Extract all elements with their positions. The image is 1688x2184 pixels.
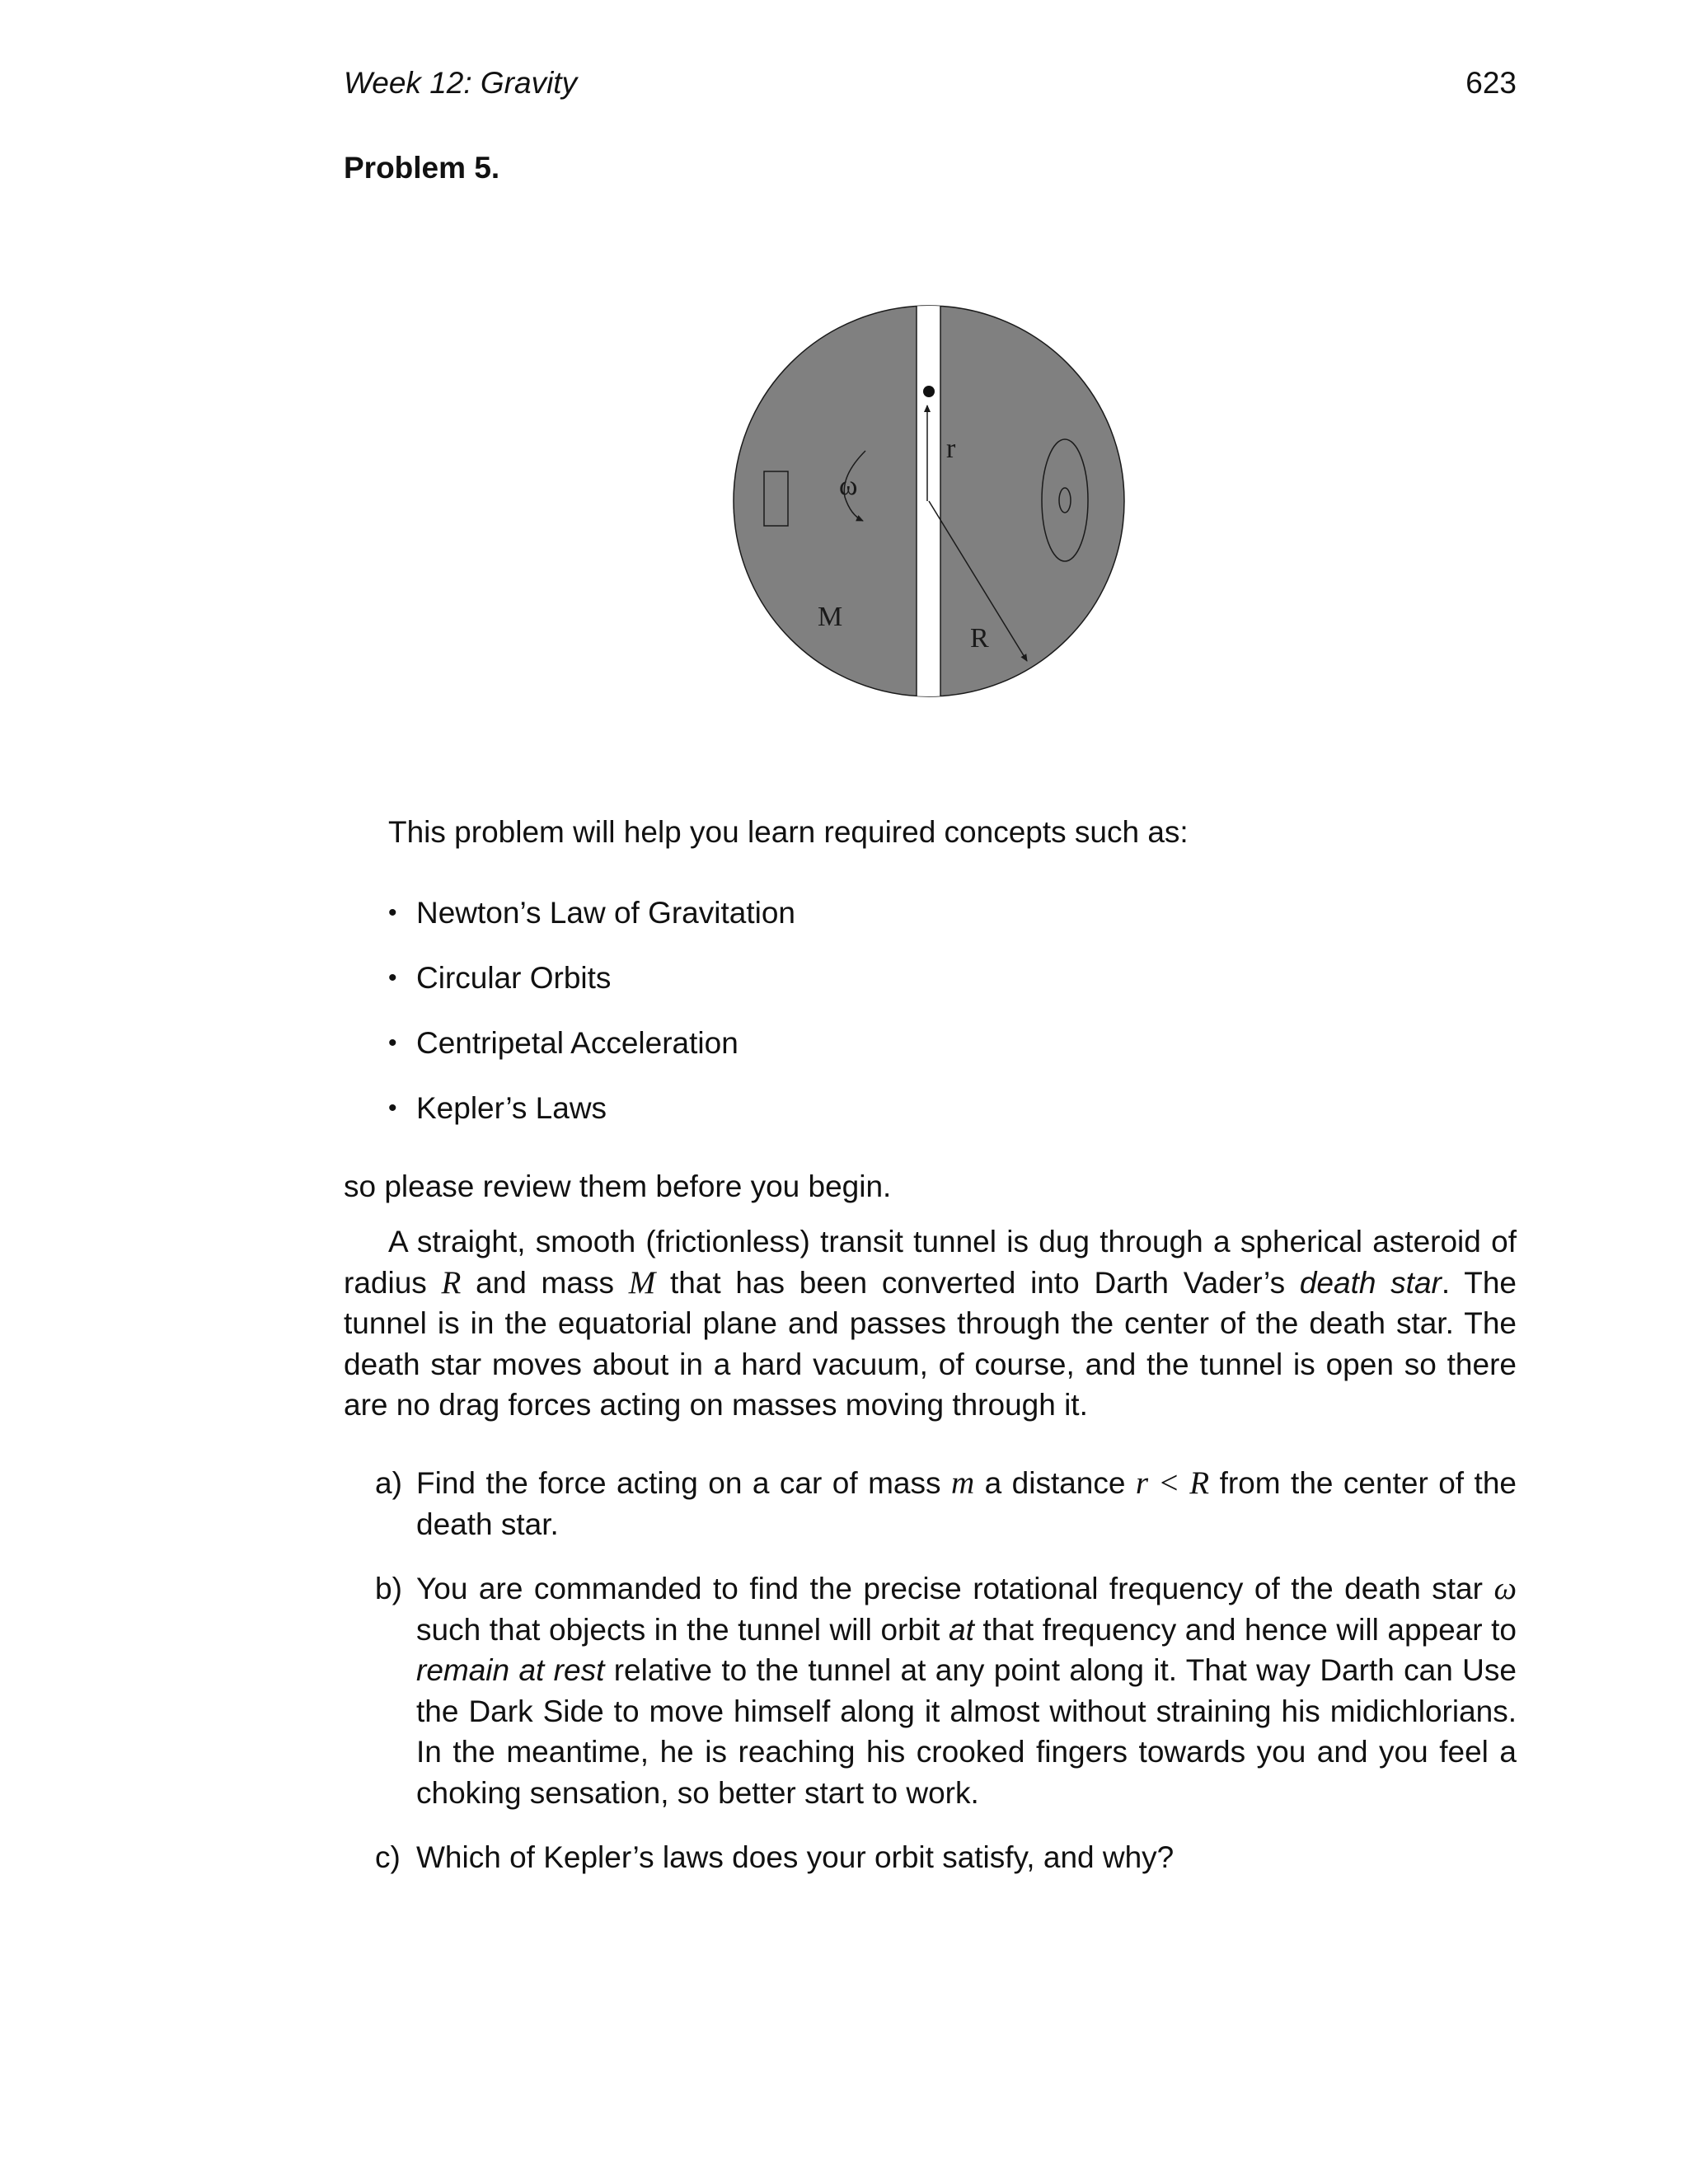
car-mass-dot <box>923 386 935 397</box>
problem-parts <box>344 1463 1517 1902</box>
emphasis-death-star: death star <box>1299 1265 1442 1300</box>
part-a-marker: a) <box>375 1466 402 1500</box>
list-item: • Centripetal Acceleration <box>388 1026 738 1060</box>
part-a: a) Find the force acting on a car of mass m a distance r < R from the center of the death star. <box>344 1463 1517 1544</box>
transit-tunnel <box>917 293 940 721</box>
list-item: • Kepler’s Laws <box>388 1091 607 1125</box>
concepts-list <box>388 893 795 1153</box>
intro-text: This problem will help you learn required concepts such as: <box>388 815 1189 849</box>
label-M: M <box>818 602 843 632</box>
math-var-R: R <box>441 1264 462 1301</box>
problem-title: Problem 5. <box>344 151 500 185</box>
part-b: b) You are commanded to find the precise rotational frequency of the death star ω such that objects in the tunnel will orbit at that frequency and hence will appear to remain at rest relative to the tunnel at any point along it. That way Darth can Use the Dark Side to move himself along it almost without straining his midichlorians. In the meantime, he is reaching his crooked fingers towards you and you feel a choking sensation, so better start to work. <box>344 1568 1517 1813</box>
part-b-marker: b) <box>375 1572 402 1605</box>
part-c: c) Which of Kepler’s laws does your orbit satisfy, and why? <box>344 1837 1517 1878</box>
part-c-marker: c) <box>375 1840 401 1874</box>
death-star-figure <box>725 293 1137 721</box>
list-item: • Newton’s Law of Gravitation <box>388 896 795 930</box>
running-header-chapter: Week 12: Gravity <box>344 66 578 100</box>
problem-statement: A straight, smooth (frictionless) transit tunnel is dug through a spherical asteroid of radius R and mass M that has been converted into Darth Vader’s death star. The tunnel is in the equatorial plane and passes through the center of the death star. The death star moves about in a hard vacuum, of course, and the tunnel is open so there are no drag forces acting on masses moving through it. <box>344 1225 1517 1422</box>
list-item: • Circular Orbits <box>388 961 612 995</box>
math-var-M: M <box>628 1264 656 1301</box>
label-r: r <box>946 434 956 464</box>
label-omega: ω <box>839 471 858 501</box>
label-R: R <box>970 623 989 654</box>
page-number: 623 <box>1465 66 1517 100</box>
review-text: so please review them before you begin. <box>344 1169 892 1203</box>
